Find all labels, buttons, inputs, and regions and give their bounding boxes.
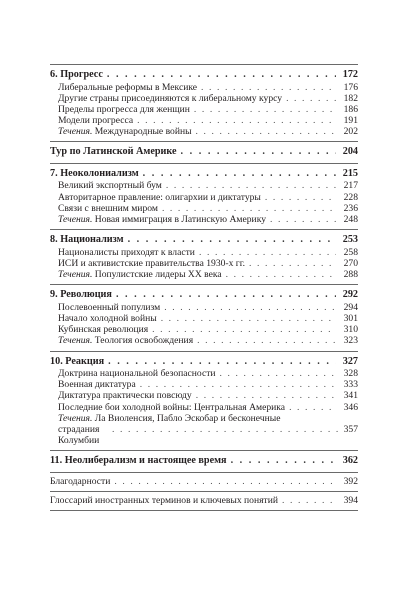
entry-title: Националисты приходят к власти [58, 246, 195, 258]
entry-title: Военная диктатура [58, 379, 136, 391]
page-number: 172 [342, 69, 358, 80]
table-of-contents [50, 64, 358, 511]
dot-leader [231, 454, 336, 468]
toc-entry[interactable] [50, 214, 358, 225]
dot-leader [270, 214, 336, 225]
chapter-title: 7. Неоколониализм [50, 167, 139, 179]
entry-title: Начало холодной войны [58, 312, 157, 324]
page-number: 253 [342, 234, 358, 246]
chapter-entry[interactable] [50, 68, 358, 82]
currents-label: Течения. [58, 269, 93, 281]
entry-title [58, 269, 222, 280]
chapter-title: 8. Национализм [50, 234, 124, 246]
toc-entry[interactable] [50, 203, 358, 214]
dot-leader [108, 355, 336, 369]
entry-title: ИСИ и активистские правительства 1930-х гг. [58, 257, 245, 269]
dot-leader [166, 180, 336, 191]
dot-leader [112, 424, 340, 435]
page-number: 186 [343, 103, 358, 115]
toc-entry[interactable] [50, 368, 358, 379]
entry-title: Связи с внешним миром [58, 202, 158, 214]
toc-entry[interactable] [50, 104, 358, 115]
entry-title: Великий экспортный бум [58, 180, 162, 192]
dot-leader [265, 192, 336, 203]
dot-leader [152, 324, 336, 335]
dot-leader [161, 313, 336, 324]
page-number: 392 [343, 475, 358, 487]
page-number: 236 [343, 202, 358, 214]
chapter-entry[interactable] [50, 355, 358, 369]
page-number: 301 [343, 312, 358, 324]
dot-leader [116, 288, 336, 302]
toc-entry[interactable] [50, 335, 358, 346]
toc-entry[interactable] [50, 379, 358, 390]
entry-title: Модели прогресса [58, 115, 134, 127]
entry-text: Ла Виоленсия, Пабло Эскобар и бесконечные [92, 412, 281, 424]
page-number: 327 [342, 355, 358, 367]
toc-section-10 [50, 352, 358, 451]
page-number: 357 [343, 423, 358, 435]
toc-section-acknowledgements [50, 473, 358, 491]
dot-leader [140, 379, 336, 390]
page-number: 217 [343, 180, 358, 192]
page-number: 215 [342, 167, 358, 179]
chapter-title: 9. Революция [50, 289, 112, 301]
page-number: 182 [343, 92, 358, 104]
dot-leader [220, 368, 336, 379]
toc-entry[interactable] [50, 324, 358, 335]
chapter-title: 10. Реакция [50, 355, 105, 367]
entry-text: Популистские лидеры XX века [92, 269, 222, 281]
dot-leader [181, 145, 336, 159]
page-number: 346 [343, 401, 358, 413]
toc-entry[interactable] [50, 313, 358, 324]
toc-entry[interactable] [50, 402, 358, 413]
page-number: 341 [343, 390, 358, 402]
toc-entry[interactable] [50, 390, 358, 401]
entry-text-continued: страдания Колумбии [58, 423, 100, 447]
dot-leader [128, 233, 336, 247]
chapter-entry[interactable] [50, 454, 358, 468]
toc-entry[interactable] [50, 258, 358, 269]
page-number: 202 [343, 126, 358, 138]
chapter-entry[interactable] [50, 288, 358, 302]
dot-leader [114, 476, 336, 487]
dot-leader [286, 93, 336, 104]
entry-title: Либеральные реформы в Мексике [58, 81, 198, 93]
page-number: 310 [343, 324, 358, 336]
toc-entry[interactable] [50, 180, 358, 191]
toc-entry[interactable] [50, 126, 358, 137]
currents-label: Течения. [58, 412, 93, 424]
page-number: 394 [343, 495, 358, 507]
dot-leader [201, 82, 336, 93]
entry-title: Доктрина национальной безопасности [58, 368, 216, 379]
page-number: 328 [343, 368, 358, 379]
dot-leader [196, 390, 336, 401]
dot-leader [282, 495, 336, 506]
entry-title [58, 214, 266, 225]
toc-section-7 [50, 164, 358, 229]
chapter-entry[interactable] [50, 233, 358, 247]
page-number: 176 [343, 81, 358, 93]
entry-title: Диктатура практически повсюду [58, 390, 192, 402]
chapter-entry[interactable] [50, 167, 358, 181]
currents-label: Течения. [58, 214, 93, 225]
dot-leader [196, 126, 336, 137]
dot-leader [199, 247, 336, 258]
page-number: 191 [343, 115, 358, 127]
entry-title: Последние бои холодной войны: Центральная Америка [58, 401, 286, 413]
dot-leader [249, 258, 336, 269]
page-number: 294 [343, 301, 358, 313]
entry-line-1 [58, 413, 358, 424]
dot-leader [194, 104, 336, 115]
entry-title: Послевоенный популизм [58, 301, 161, 313]
dot-leader [137, 115, 336, 126]
chapter-title: 6. Прогресс [50, 69, 103, 80]
chapter-entry[interactable] [50, 145, 358, 159]
chapter-entry[interactable] [50, 495, 358, 506]
entry-title: Кубинская революция [58, 324, 149, 336]
chapter-entry[interactable] [50, 476, 358, 487]
entry-line-2 [58, 424, 358, 446]
page-number: 270 [343, 257, 358, 269]
chapter-title: Тур по Латинской Америке [50, 146, 177, 158]
toc-section-9 [50, 285, 358, 350]
page-number: 228 [343, 191, 358, 203]
dot-leader [162, 203, 336, 214]
chapter-title: 11. Неолиберализм и настоящее время [50, 455, 227, 467]
entry-title: Пределы прогресса для женщин [58, 103, 190, 115]
toc-entry[interactable] [50, 269, 358, 280]
currents-label: Течения. [58, 126, 93, 138]
toc-section-6 [50, 65, 358, 141]
dot-leader [164, 302, 336, 313]
toc-entry[interactable] [50, 82, 358, 93]
toc-entry-multiline[interactable] [50, 413, 358, 447]
toc-section-11 [50, 451, 358, 472]
entry-title: Другие страны присоединяются к либеральному курсу [58, 92, 283, 104]
page-number: 258 [343, 246, 358, 258]
chapter-title: Глоссарий иностранных терминов и ключевых понятий [50, 495, 278, 507]
dot-leader [143, 167, 336, 181]
dot-leader [226, 269, 336, 280]
entry-text: Теология освобождения [92, 335, 194, 347]
page-number: 292 [342, 289, 358, 301]
toc-section-tour [50, 142, 358, 163]
entry-title [58, 126, 192, 137]
toc-section-glossary [50, 492, 358, 510]
toc-entry[interactable] [50, 192, 358, 203]
entry-title [58, 335, 193, 346]
toc-section-8 [50, 230, 358, 284]
currents-label: Течения. [58, 335, 93, 347]
chapter-title: Благодарности [50, 475, 111, 487]
toc-entry[interactable] [50, 302, 358, 313]
toc-entry[interactable] [50, 93, 358, 104]
entry-text: Новая иммиграция в Латинскую Америку [92, 214, 267, 225]
dot-leader [197, 335, 336, 346]
dot-leader [107, 68, 336, 82]
page-number: 248 [343, 214, 358, 225]
toc-entry[interactable] [50, 247, 358, 258]
entry-title: Авторитарное правление: олигархии и диктатуры [58, 191, 261, 203]
toc-entry[interactable] [50, 115, 358, 126]
page-number: 362 [342, 455, 358, 467]
divider [50, 510, 358, 511]
page-number: 288 [343, 269, 358, 281]
page-number: 204 [342, 146, 358, 158]
dot-leader [289, 402, 336, 413]
page-number: 333 [343, 379, 358, 391]
entry-text: Международные войны [92, 126, 192, 138]
page-number: 323 [343, 335, 358, 347]
